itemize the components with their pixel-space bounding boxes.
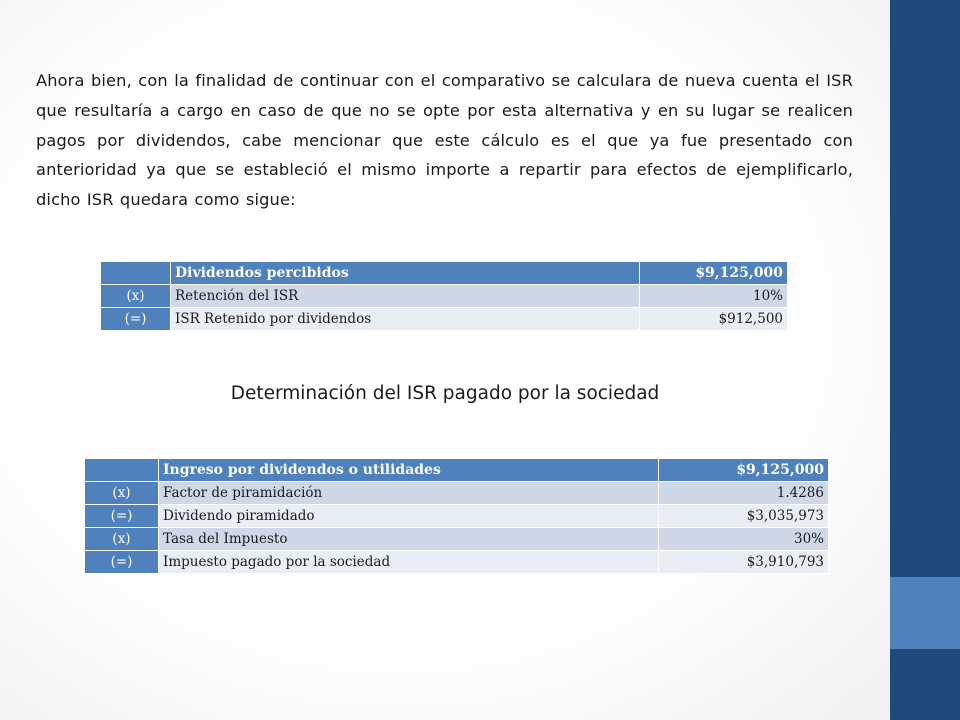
amount-cell: $3,035,973 bbox=[659, 505, 829, 528]
table-row bbox=[85, 505, 829, 528]
concept-cell: Tasa del Impuesto bbox=[159, 528, 659, 551]
operator-cell: (=) bbox=[85, 551, 159, 574]
concept-cell: Retención del ISR bbox=[171, 285, 640, 308]
concept-cell: Dividendo piramidado bbox=[159, 505, 659, 528]
amount-cell: 10% bbox=[640, 285, 788, 308]
header-value-cell: $9,125,000 bbox=[659, 459, 829, 482]
amount-cell: 1.4286 bbox=[659, 482, 829, 505]
operator-cell: (=) bbox=[101, 308, 171, 331]
section-title: Determinación del ISR pagado por la sociedad bbox=[230, 383, 660, 404]
concept-cell: Factor de piramidación bbox=[159, 482, 659, 505]
tax-table-header bbox=[85, 459, 829, 482]
operator-cell: (x) bbox=[101, 285, 171, 308]
header-symbol-cell bbox=[101, 262, 171, 285]
amount-cell: 30% bbox=[659, 528, 829, 551]
table-row bbox=[85, 482, 829, 505]
corporate-tax-table bbox=[84, 458, 829, 574]
operator-cell: (=) bbox=[85, 505, 159, 528]
amount-cell: $3,910,793 bbox=[659, 551, 829, 574]
header-label-cell: Ingreso por dividendos o utilidades bbox=[159, 459, 659, 482]
table-row bbox=[101, 308, 788, 331]
table-row bbox=[85, 551, 829, 574]
amount-cell: $912,500 bbox=[640, 308, 788, 331]
operator-cell: (x) bbox=[85, 528, 159, 551]
header-value-cell: $9,125,000 bbox=[640, 262, 788, 285]
header-symbol-cell bbox=[85, 459, 159, 482]
sidebar-accent-block bbox=[890, 577, 960, 649]
table-row bbox=[101, 285, 788, 308]
operator-cell: (x) bbox=[85, 482, 159, 505]
table-row bbox=[85, 528, 829, 551]
intro-paragraph: Ahora bien, con la finalidad de continuar con el comparativo se calculara de nueva cuenta el ISR que resultaría a cargo en caso de que no se opte por esta alternativa y en su lugar se realicen pagos por dividendos, cabe mencionar que este cálculo es el que ya fue presentado con anterioridad ya que se estableció el mismo importe a repartir para efectos de ejemplificarlo, dicho ISR quedara como sigue: bbox=[36, 71, 853, 210]
dividends-table-header bbox=[101, 262, 788, 285]
concept-cell: Impuesto pagado por la sociedad bbox=[159, 551, 659, 574]
header-label-cell: Dividendos percibidos bbox=[171, 262, 640, 285]
dividends-table bbox=[100, 261, 788, 331]
concept-cell: ISR Retenido por dividendos bbox=[171, 308, 640, 331]
